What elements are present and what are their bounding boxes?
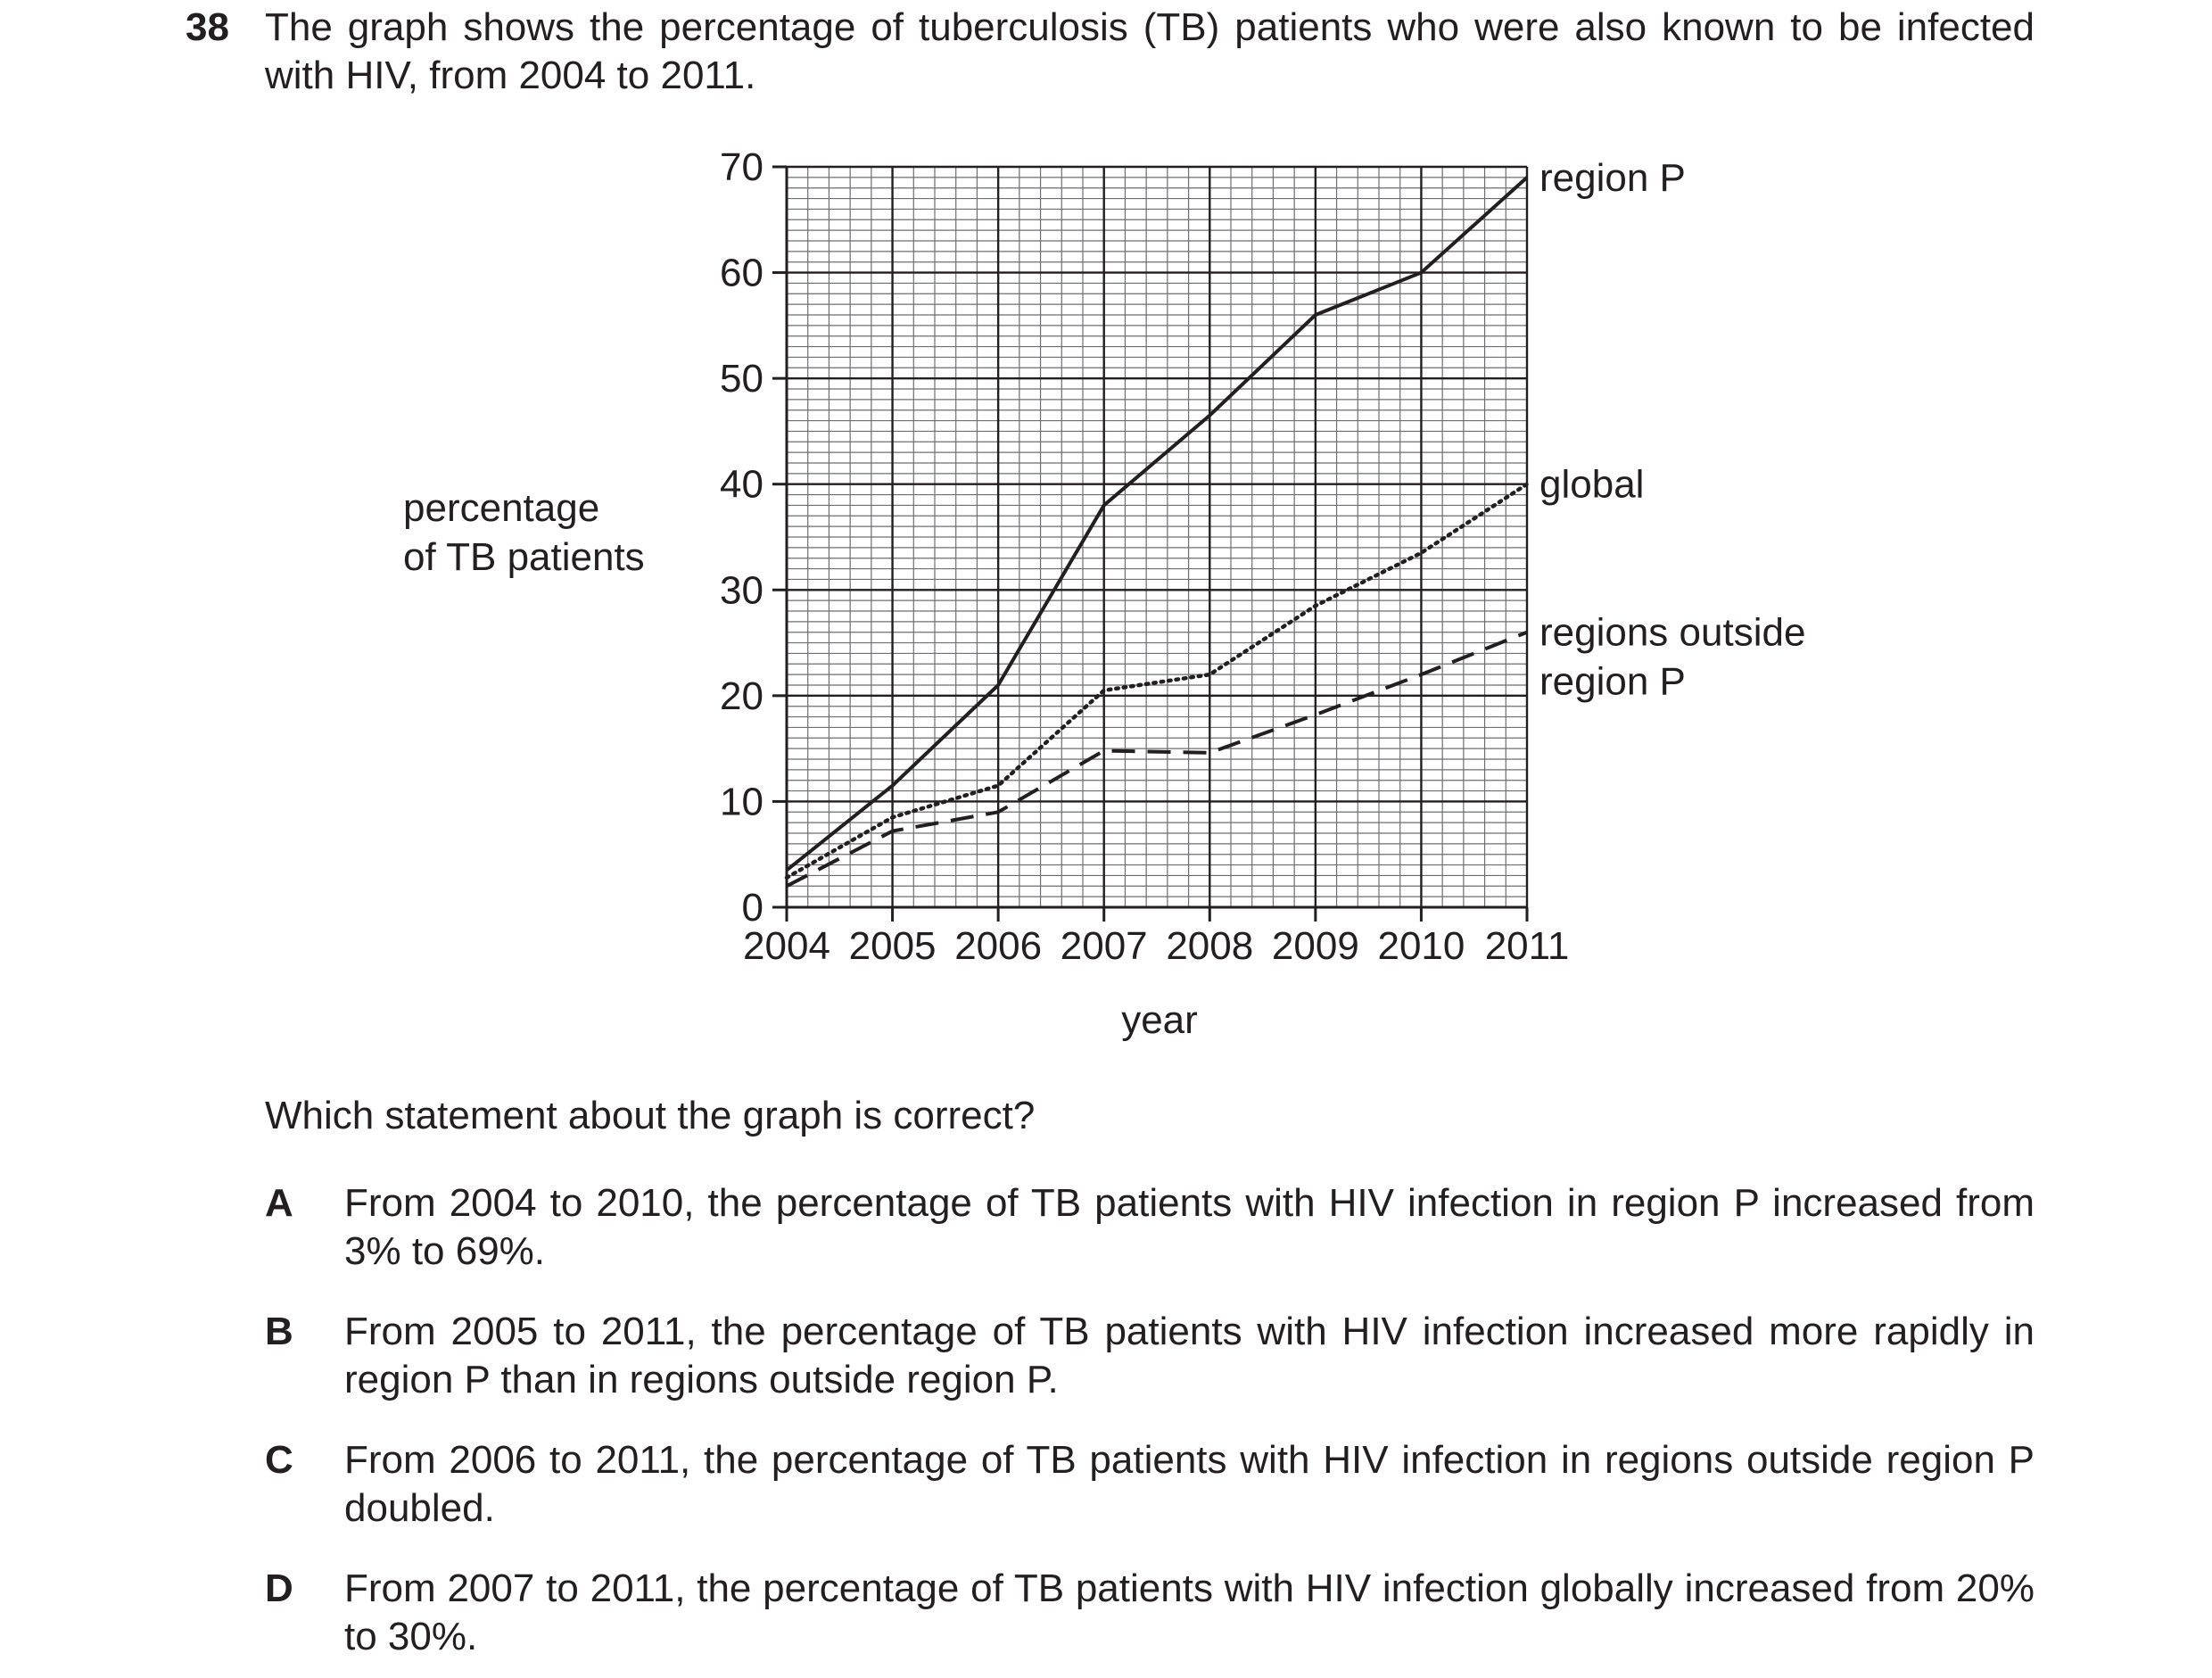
option-letter-d: D: [265, 1566, 293, 1610]
x-axis-label: year: [1121, 998, 1198, 1042]
x-tick-label: 2011: [1484, 924, 1570, 968]
x-tick-label: 2009: [1271, 924, 1359, 968]
question-number: 38: [186, 5, 229, 49]
x-tick-label: 2008: [1166, 924, 1254, 968]
minor-gridlines: [787, 167, 1527, 907]
option-letter-c: C: [265, 1438, 293, 1482]
option-text-c: From 2006 to 2011, the percentage of TB patients with HIV infection in regions outside region P doubled.: [344, 1438, 2035, 1530]
y-tick-label: 0: [741, 886, 763, 930]
y-tick-label: 60: [720, 251, 763, 295]
option-text-d: From 2007 to 2011, the percentage of TB patients with HIV infection globally increased from 20% to 30%.: [344, 1566, 2035, 1658]
y-tick-label: 70: [720, 145, 763, 189]
x-tick-label: 2007: [1060, 924, 1148, 968]
option-text-a: From 2004 to 2010, the percentage of TB patients with HIV infection in region P increased from 3% to 69%.: [344, 1181, 2035, 1273]
option-letter-a: A: [265, 1181, 293, 1225]
question-stem: The graph shows the percentage of tuberculosis (TB) patients who were also known to be infected with HIV, from 2004 to 2011.: [265, 5, 2035, 97]
option-text-b: From 2005 to 2011, the percentage of TB patients with HIV infection increased more rapidly in region P than in regions outside region P.: [344, 1310, 2035, 1401]
series-label-regions-outside-region-p: regions outside: [1539, 610, 1806, 655]
axes: [772, 167, 1527, 922]
series-label-region-p: region P: [1539, 155, 1686, 200]
y-tick-label: 20: [720, 674, 763, 718]
y-axis-label-line-2: of TB patients: [403, 535, 645, 579]
x-tick-label: 2010: [1377, 924, 1465, 968]
question-prompt: Which statement about the graph is correct?: [265, 1094, 1036, 1137]
x-tick-label: 2006: [954, 924, 1043, 968]
series-line-global: [787, 484, 1527, 878]
x-tick-label: 2004: [743, 924, 830, 968]
y-tick-label: 50: [720, 357, 763, 401]
x-tick-label: 2005: [848, 924, 937, 968]
y-tick-label: 10: [720, 780, 763, 824]
y-tick-label: 30: [720, 568, 763, 613]
series-label-regions-outside-region-p: region P: [1539, 659, 1686, 704]
option-letter-b: B: [265, 1310, 293, 1353]
series-label-global: global: [1539, 462, 1645, 507]
series-line-region-p: [787, 178, 1527, 871]
y-axis-label-line-1: percentage: [403, 486, 600, 530]
y-tick-label: 40: [720, 462, 763, 507]
series-labels: [1539, 156, 1805, 704]
